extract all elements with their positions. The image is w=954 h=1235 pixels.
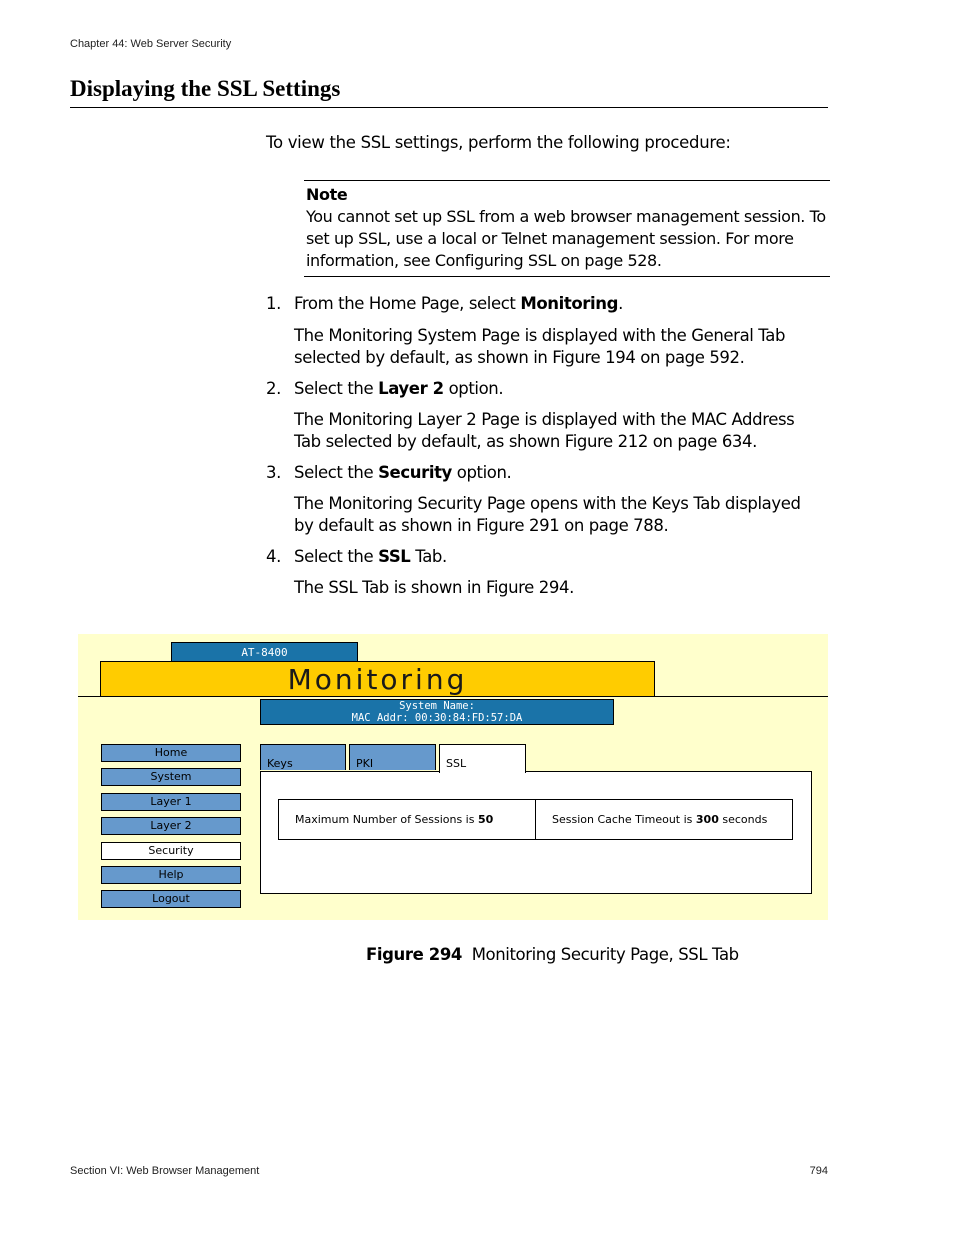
- step-number: 1.: [266, 294, 281, 313]
- nav-security-button[interactable]: Security: [101, 842, 241, 860]
- nav-logout-button[interactable]: Logout: [101, 890, 241, 908]
- max-sessions-label: Maximum Number of Sessions is: [295, 813, 478, 826]
- step-bold: Layer 2: [378, 379, 444, 398]
- step-3: [266, 462, 806, 484]
- note-title: Note: [306, 185, 348, 204]
- step-bold: Monitoring: [520, 294, 619, 313]
- tab-ssl[interactable]: SSL: [439, 744, 526, 773]
- nav-layer2-button[interactable]: Layer 2: [101, 817, 241, 835]
- footer-section: Section VI: Web Browser Management: [70, 1165, 260, 1177]
- detail-line: The SSL Tab is shown in Figure 294.: [294, 578, 574, 597]
- step-1-detail: [294, 325, 814, 369]
- step-text: From the Home Page, select: [294, 294, 521, 313]
- chapter-header: Chapter 44: Web Server Security: [70, 38, 232, 50]
- nav-home-button[interactable]: Home: [101, 744, 241, 762]
- caption-text: Monitoring Security Page, SSL Tab: [471, 945, 739, 964]
- detail-line: selected by default, as shown in Figure 194 on page 592.: [294, 348, 745, 367]
- tab-pki[interactable]: PKI: [349, 744, 436, 770]
- table-divider: [535, 800, 536, 839]
- nav-system-button[interactable]: System: [101, 768, 241, 786]
- step-text: Tab.: [410, 547, 447, 566]
- intro-text: To view the SSL settings, perform the following procedure:: [266, 133, 731, 152]
- step-number: 2.: [266, 379, 281, 398]
- page-number: 794: [809, 1165, 828, 1177]
- note-line: You cannot set up SSL from a web browser management session. To: [306, 207, 826, 226]
- step-bold: SSL: [378, 547, 411, 566]
- section-title: Displaying the SSL Settings: [70, 76, 828, 108]
- step-number: 3.: [266, 463, 281, 482]
- nav-layer1-button[interactable]: Layer 1: [101, 793, 241, 811]
- figure-screenshot: [78, 634, 828, 920]
- step-4-detail: [294, 577, 814, 599]
- max-sessions-cell: [295, 800, 493, 839]
- device-model-label: AT-8400: [171, 642, 358, 663]
- tab-keys[interactable]: Keys: [260, 744, 346, 770]
- figure-caption: [366, 945, 739, 964]
- detail-line: by default as shown in Figure 291 on page 788.: [294, 516, 669, 535]
- detail-line: The Monitoring Layer 2 Page is displayed with the MAC Address: [294, 410, 795, 429]
- step-3-detail: [294, 493, 814, 537]
- cache-timeout-value: 300: [695, 813, 719, 826]
- step-text: option.: [443, 379, 504, 398]
- step-text: Select the: [294, 463, 379, 482]
- note-line: set up SSL, use a local or Telnet management session. For more: [306, 229, 794, 248]
- step-text: option.: [451, 463, 512, 482]
- ssl-settings-table: [278, 799, 793, 840]
- detail-line: The Monitoring Security Page opens with the Keys Tab displayed: [294, 494, 801, 513]
- step-text: Select the: [294, 379, 379, 398]
- note-line: information, see Configuring SSL on page 528.: [306, 251, 662, 270]
- mac-address: MAC Addr: 00:30:84:FD:57:DA: [351, 712, 523, 724]
- detail-line: Tab selected by default, as shown Figure 212 on page 634.: [294, 432, 757, 451]
- max-sessions-value: 50: [477, 813, 494, 826]
- step-4: [266, 546, 806, 568]
- caption-label: Figure 294: [366, 945, 462, 964]
- step-text: Select the: [294, 547, 379, 566]
- step-text: .: [618, 294, 623, 313]
- step-2-detail: [294, 409, 814, 453]
- system-name-label: System Name:: [399, 700, 475, 712]
- step-bold: Security: [378, 463, 452, 482]
- step-2: [266, 378, 806, 400]
- monitoring-banner: Monitoring: [100, 661, 655, 697]
- cache-timeout-label: Session Cache Timeout is: [552, 813, 696, 826]
- cache-timeout-cell: [552, 800, 767, 839]
- step-1: [266, 293, 806, 315]
- note-box: [304, 180, 830, 277]
- nav-help-button[interactable]: Help: [101, 866, 241, 884]
- detail-line: The Monitoring System Page is displayed with the General Tab: [294, 326, 786, 345]
- cache-timeout-unit: seconds: [718, 813, 768, 826]
- step-number: 4.: [266, 547, 281, 566]
- system-info-box: [260, 699, 614, 725]
